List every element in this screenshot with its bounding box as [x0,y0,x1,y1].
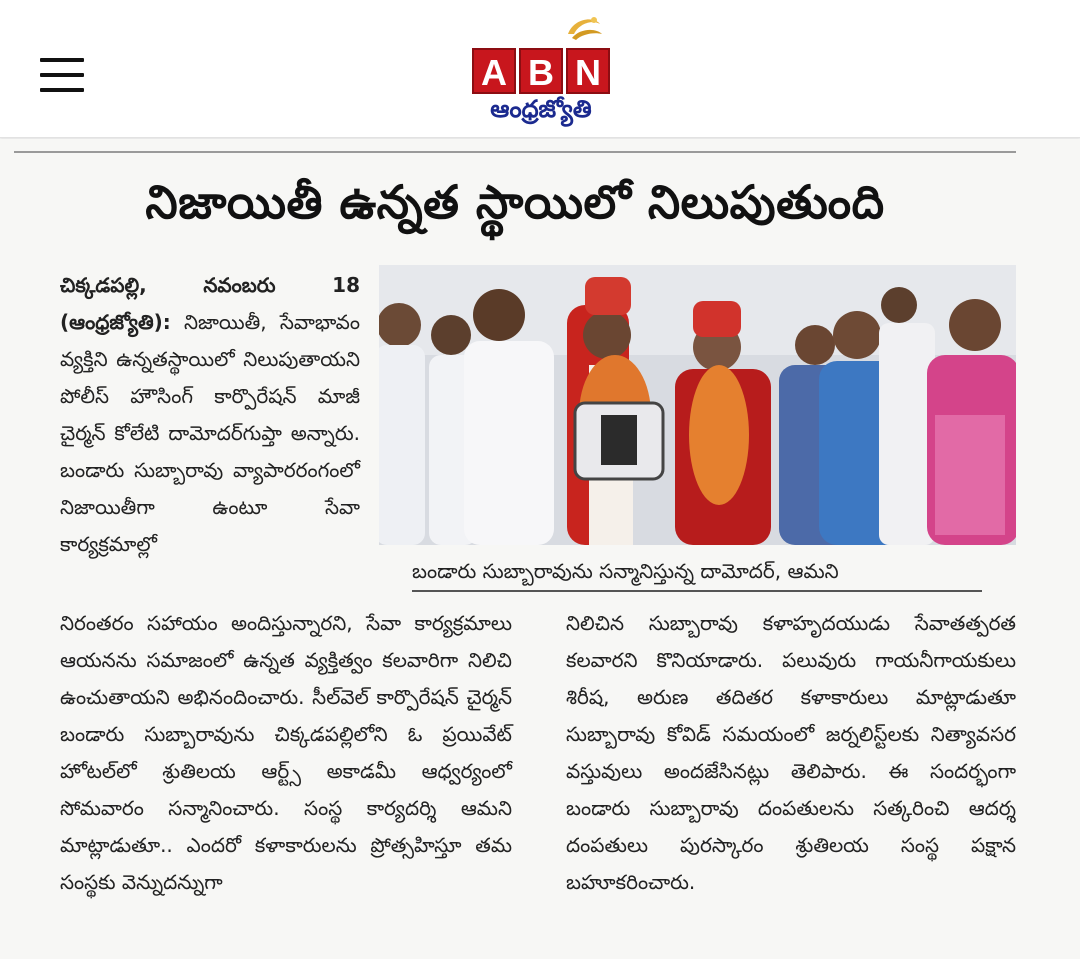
article-headline: నిజాయితీ ఉన్నత స్థాయిలో నిలుపుతుంది [145,175,885,229]
group-photo-image [379,265,1016,545]
app-header [0,0,1080,138]
caption-rule [412,590,982,592]
logo-letter-n: N [566,48,610,94]
menu-line [40,88,84,92]
article-left-column: నిరంతరం సహాయం అందిస్తున్నారని, సేవా కార్యక్రమాలు ఆయనను సమాజంలో ఉన్నత వ్యక్తిత్వం కలవారిగా నిలిచి ఉంచుతాయని అభినందించారు. సీల్‌వెల్ కార్పొరేషన్ చైర్మన్ బండారు సుబ్బారావును చిక్కడపల్లిలోని ఓ ప్రయివేట్ హోటల్‌లో శ్రుతిలయ ఆర్ట్స్ అకాడమీ ఆధ్వర్యంలో సోమవారం సన్మానించారు. సంస్థ కార్యదర్శి ఆమని మాట్లాడుతూ.. ఎందరో కళాకారులను ప్రోత్సహిస్తూ తమ సంస్థకు వెన్నుదన్నుగా [60,611,512,894]
hamburger-menu-icon[interactable] [40,58,88,96]
logo-subtitle: ఆంధ్రజ్యోతి [490,95,592,123]
logo-letter-a: A [472,48,516,94]
logo-letter-b: B [519,48,563,94]
photo-caption: బండారు సుబ్బారావును సన్మానిస్తున్న దామోదర్, ఆమని [412,559,839,583]
article-right-column: నిలిచిన సుబ్బారావు కళాహృదయుడు సేవాతత్పరత కలవారని కొనియాడారు. పలువురు గాయనీగాయకులు శిరీష, అరుణ తదితర కళాకారులు మాట్లాడుతూ సుబ్బారావు కోవిడ్ సమయంలో జర్నలిస్ట్‌లకు నిత్యావసర వస్తువులు అందజేసినట్లు తెలిపారు. ఈ సందర్భంగా బండారు సుబ్బారావు దంపతులను సత్కరించి ఆదర్శ దంపతులు పురస్కారం శ్రుతిలయ సంస్థ పక్షాన బహూకరించారు. [566,611,1016,894]
menu-line [40,73,84,77]
top-rule [14,151,1016,153]
article-lead [60,267,360,563]
article-lead-text: నిజాయితీ, సేవాభావం వ్యక్తిని ఉన్నతస్థాయిలో నిలుపుతాయని పోలీస్ హౌసింగ్ కార్పొరేషన్ మాజీ చైర్మన్ కోలేటి దామోదర్‌గుప్తా అన్నారు. బండారు సుబ్బారావు వ్యాపారరంగంలో నిజాయితీగా ఉంటూ సేవా కార్యక్రమాల్లో [60,310,361,556]
article-dateline: చిక్కడపల్లి, నవంబరు 18 (ఆంధ్రజ్యోతి): [60,273,360,334]
menu-line [40,58,84,62]
article-photo[interactable] [379,265,1016,545]
logo-swirl-icon [564,12,604,42]
abn-andhrajyothy-logo[interactable] [468,12,614,124]
news-clipping [0,139,1080,959]
